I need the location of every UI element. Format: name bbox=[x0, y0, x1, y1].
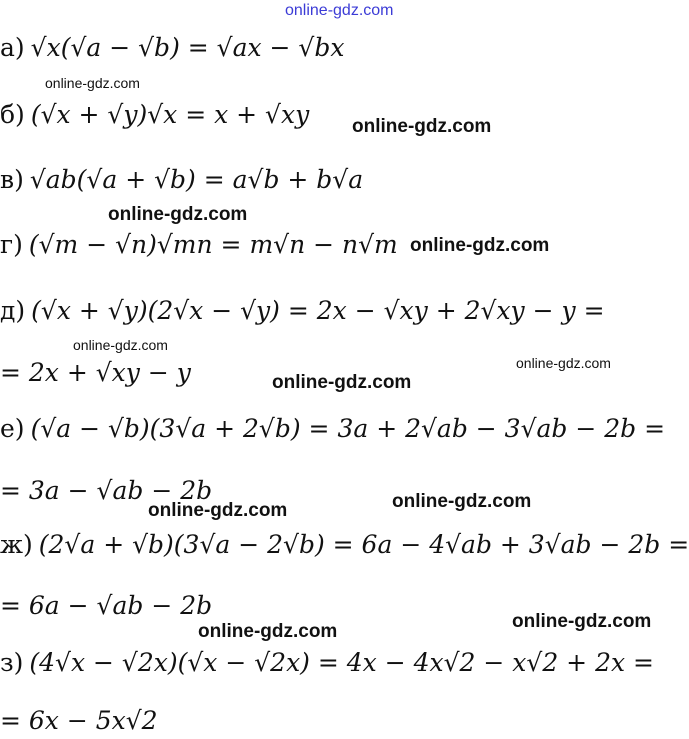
solution-line-a bbox=[0, 33, 344, 63]
expression: (4√x − √2x)(√x − √2x) = 4x − 4x√2 − x√2 + 2x = bbox=[29, 648, 654, 677]
watermark: online-gdz.com bbox=[352, 116, 492, 137]
item-label: а) bbox=[0, 33, 25, 62]
watermark: online-gdz.com bbox=[392, 491, 532, 512]
item-label: д) bbox=[0, 296, 26, 325]
expression: (√a − √b)(3√a + 2√b) = 3a + 2√ab − 3√ab − 2b = bbox=[30, 414, 666, 443]
item-label: б) bbox=[0, 100, 25, 129]
expression: = 6x − 5x√2 bbox=[0, 706, 158, 735]
expression: √ab(√a + √b) = a√b + b√a bbox=[29, 165, 364, 194]
watermark: online-gdz.com bbox=[516, 355, 611, 371]
watermark: online-gdz.com bbox=[198, 621, 338, 642]
expression: = 6a − √ab − 2b bbox=[0, 591, 213, 620]
solution-line-zh-cont bbox=[0, 591, 212, 621]
watermark: online-gdz.com bbox=[73, 337, 168, 353]
watermark: online-gdz.com bbox=[512, 611, 652, 632]
expression: = 2x + √xy − y bbox=[0, 358, 191, 387]
solution-line-d-cont bbox=[0, 358, 191, 388]
expression: (√m − √n)√mn = m√n − n√m bbox=[28, 230, 398, 259]
solution-line-e bbox=[0, 414, 665, 444]
watermark: online-gdz.com bbox=[148, 500, 288, 521]
watermark: online-gdz.com bbox=[272, 372, 412, 393]
solution-line-d bbox=[0, 296, 605, 326]
item-label: в) bbox=[0, 165, 24, 194]
solution-line-zh bbox=[0, 530, 689, 560]
item-label: з) bbox=[0, 648, 24, 677]
expression: (√x + √y)√x = x + √xy bbox=[30, 100, 310, 129]
item-label: е) bbox=[0, 414, 25, 443]
solution-line-b bbox=[0, 100, 309, 130]
expression: √x(√a − √b) = √ax − √bx bbox=[30, 33, 345, 62]
item-label: г) bbox=[0, 230, 23, 259]
watermark: online-gdz.com bbox=[45, 75, 140, 91]
expression: (2√a + √b)(3√a − 2√b) = 6a − 4√ab + 3√ab − 2b = bbox=[38, 530, 689, 559]
solution-line-z bbox=[0, 648, 654, 678]
expression: (√x + √y)(2√x − √y) = 2x − √xy + 2√xy − y = bbox=[31, 296, 605, 325]
watermark: online-gdz.com bbox=[410, 235, 550, 256]
solution-line-z-cont bbox=[0, 706, 158, 736]
watermark-top: online-gdz.com bbox=[285, 2, 394, 19]
item-label: ж) bbox=[0, 530, 33, 559]
solution-line-g bbox=[0, 230, 398, 260]
expression: = 3a − √ab − 2b bbox=[0, 476, 213, 505]
solution-line-v bbox=[0, 165, 363, 195]
watermark: online-gdz.com bbox=[108, 204, 248, 225]
